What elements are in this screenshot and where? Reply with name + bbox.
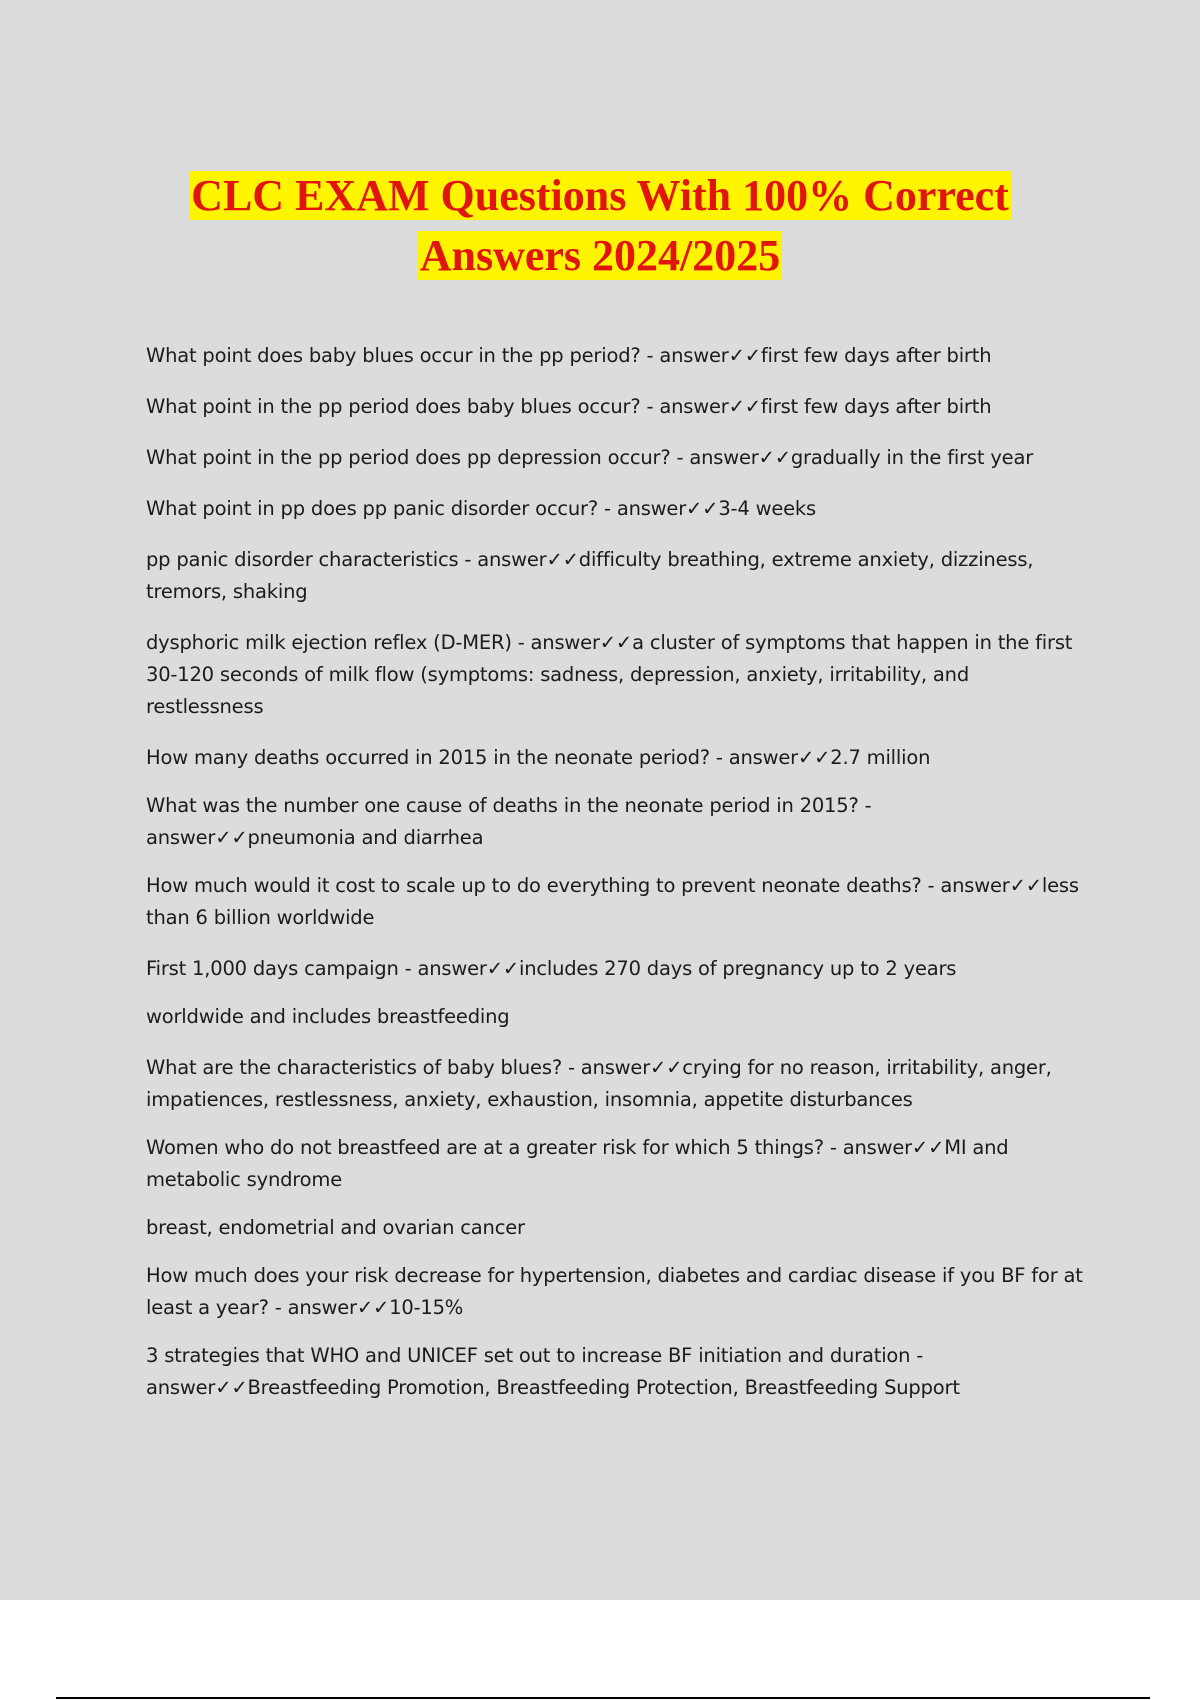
qa-item-8: What was the number one cause of deaths in the neonate period in 2015? - answer✓✓pneumonia and diarrhea <box>146 794 872 849</box>
qa-item-7: How many deaths occurred in 2015 in the neonate period? - answer✓✓2.7 million <box>146 746 931 769</box>
footer-rule <box>56 1697 1150 1699</box>
qa-item-3: What point in the pp period does pp depression occur? - answer✓✓gradually in the first year <box>146 446 1034 469</box>
qa-item-4: What point in pp does pp panic disorder occur? - answer✓✓3-4 weeks <box>146 497 816 520</box>
qa-item-9: How much would it cost to scale up to do everything to prevent neonate deaths? - answer✓✓less than 6 billion worldwide <box>146 874 1079 929</box>
qa-item-11: worldwide and includes breastfeeding <box>146 1005 510 1028</box>
title-line-2: Answers 2024/2025 <box>419 231 781 280</box>
qa-item-13: Women who do not breastfeed are at a greater risk for which 5 things? - answer✓✓MI and metabolic syndrome <box>146 1136 1009 1191</box>
qa-item-5: pp panic disorder characteristics - answer✓✓difficulty breathing, extreme anxiety, dizziness, tremors, shaking <box>146 548 1034 603</box>
qa-item-16: 3 strategies that WHO and UNICEF set out to increase BF initiation and duration - answer✓✓Breastfeeding Promotion, Breastfeeding Protection, Breastfeeding Support <box>146 1344 960 1399</box>
qa-item-15: How much does your risk decrease for hypertension, diabetes and cardiac disease if you BF for at least a year? - answer✓✓10-15% <box>146 1264 1083 1319</box>
document-title <box>0 166 1200 286</box>
qa-item-10: First 1,000 days campaign - answer✓✓includes 270 days of pregnancy up to 2 years <box>146 957 957 980</box>
qa-item-12: What are the characteristics of baby blues? - answer✓✓crying for no reason, irritability, anger, impatiences, restlessness, anxiety, exhaustion, insomnia, appetite disturbances <box>146 1056 1052 1111</box>
qa-item-6: dysphoric milk ejection reflex (D-MER) - answer✓✓a cluster of symptoms that happen in the first 30-120 seconds of milk flow (symptoms: sadness, depression, anxiety, irritability, and restlessness <box>146 631 1073 718</box>
title-line-1: CLC EXAM Questions With 100% Correct <box>191 171 1009 220</box>
qa-item-14: breast, endometrial and ovarian cancer <box>146 1216 525 1239</box>
qa-item-2: What point in the pp period does baby blues occur? - answer✓✓first few days after birth <box>146 395 992 418</box>
qa-item-1: What point does baby blues occur in the pp period? - answer✓✓first few days after birth <box>146 344 992 367</box>
qa-list <box>146 340 1086 1404</box>
